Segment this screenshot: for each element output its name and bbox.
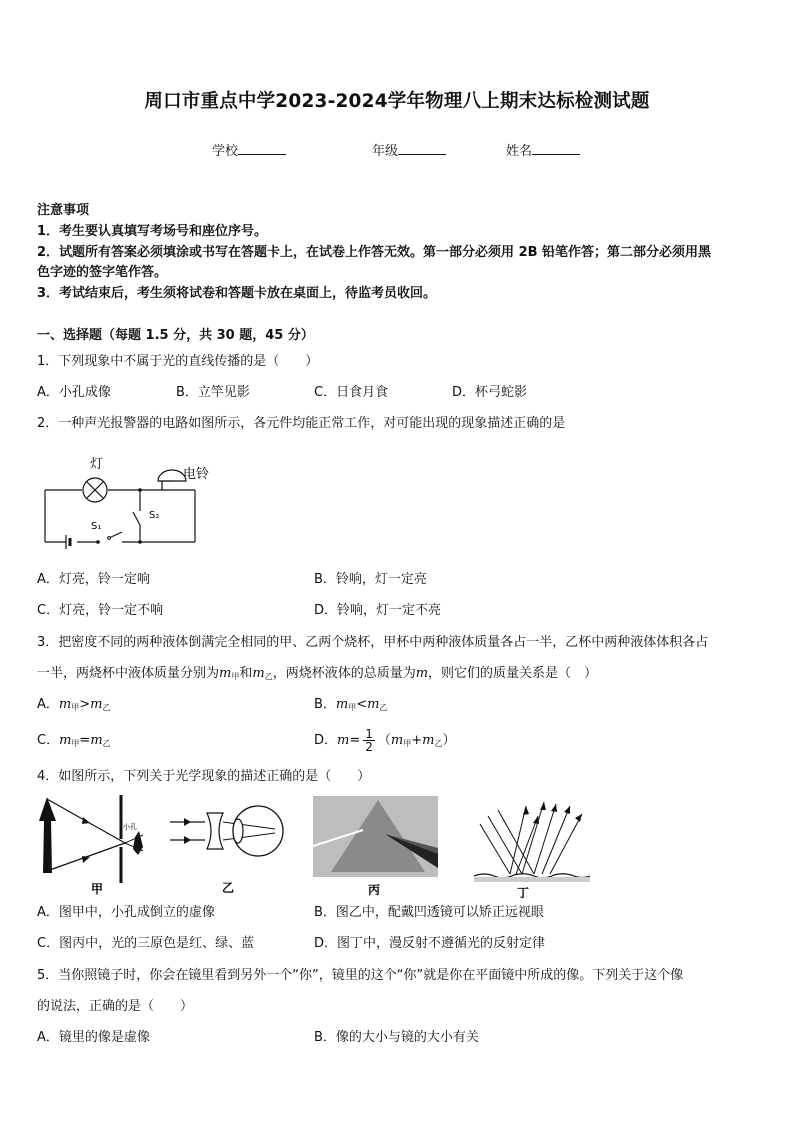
note-item: 色字迹的签字笔作答。: [37, 265, 168, 280]
school-blank[interactable]: [238, 141, 286, 155]
q3-option-a[interactable]: A．$m_甲>m_乙$: [37, 697, 111, 712]
note-item: 2．试题所有答案必须填涂或书写在答题卡上，在试卷上作答无效。第一部分必须用 2B 铅笔作答；第二部分必须用黑: [37, 245, 712, 260]
figure-bing-prism: [313, 796, 438, 896]
caption-bing: 丙: [368, 883, 381, 896]
q5-stem-line2: 的说法，正确的是（ ）: [37, 999, 194, 1014]
q2-option-d[interactable]: D．铃响，灯一定不亮: [314, 603, 442, 618]
figure-yi-eye: [165, 805, 290, 895]
q4-option-b[interactable]: B．图乙中，配戴凹透镜可以矫正远视眼: [314, 905, 544, 920]
fraction-half: $\frac{1}{2}$: [365, 727, 373, 754]
lamp-icon: [83, 478, 107, 502]
q2-option-c[interactable]: C．灯亮，铃一定不响: [37, 603, 164, 618]
caption-ding: 丁: [517, 886, 530, 900]
q1-option-d[interactable]: D．杯弓蛇影: [452, 385, 528, 400]
junction-dot: [138, 488, 142, 492]
q3-option-c[interactable]: C．$m_甲=m_乙$: [37, 733, 111, 748]
lamp-label: 灯: [90, 457, 104, 472]
q3-option-b[interactable]: B．$m_甲<m_乙$: [314, 697, 388, 712]
caption-jia: 甲: [91, 882, 104, 895]
name-blank[interactable]: [532, 141, 580, 155]
s1-label: S₁: [91, 521, 102, 532]
q2-option-b[interactable]: B．铃响，灯一定亮: [314, 572, 427, 587]
switch-contact: [108, 537, 111, 540]
q2-stem: 2．一种声光报警器的电路如图所示，各元件均能正常工作，对可能出现的现象描述正确的是: [37, 416, 566, 431]
q5-option-a[interactable]: A．镜里的像是虚像: [37, 1030, 150, 1045]
q2-option-a[interactable]: A．灯亮，铃一定响: [37, 572, 150, 587]
figure-jia-pinhole: [35, 795, 150, 895]
q4-option-a[interactable]: A．图甲中，小孔成倒立的虚像: [37, 905, 215, 920]
note-item: 3．考试结束后，考生须将试卷和答题卡放在桌面上，待监考员收回。: [37, 286, 437, 301]
pinhole-label: 小孔: [123, 823, 137, 831]
grade-label: 年级: [372, 144, 399, 159]
q1-option-c[interactable]: C．日食月食: [314, 385, 389, 400]
figure-ding-diffuse: [472, 796, 592, 900]
school-field: [212, 140, 286, 159]
bell-icon: [158, 470, 186, 481]
q3-option-d[interactable]: D．m= $\frac{1}{2}$ $(m_甲+m_乙)$: [314, 727, 456, 754]
junction-dot: [138, 540, 142, 544]
caption-yi: 乙: [222, 881, 235, 895]
bell-label: 电铃: [183, 467, 210, 482]
q4-option-d[interactable]: D．图丁中，漫反射不遵循光的反射定律: [314, 936, 546, 951]
q1-option-a[interactable]: A．小孔成像: [37, 385, 111, 400]
grade-field: [372, 140, 446, 159]
note-item: 1．考生要认真填写考场号和座位序号。: [37, 224, 268, 239]
notes-heading: 注意事项: [37, 203, 90, 218]
grade-blank[interactable]: [398, 141, 446, 155]
section-heading: 一、选择题（每题 1.5 分，共 30 题，45 分）: [37, 328, 314, 343]
exam-title: 周口市重点中学2023-2024学年物理八上期末达标检测试题: [144, 91, 650, 112]
switch-contact: [96, 540, 100, 544]
q1-stem: 1．下列现象中不属于光的直线传播的是（ ）: [37, 354, 319, 369]
q5-stem-line1: 5．当你照镜子时，你会在镜里看到另外一个“你”，镜里的这个“你”就是你在平面镜中所成的像。下列关于这个像: [37, 968, 684, 983]
q5-option-b[interactable]: B．像的大小与镜的大小有关: [314, 1030, 479, 1045]
q3-stem-line2: 一半，两烧杯中液体质量分别为$m_甲$和$m_乙$，两烧杯液体的总质量为m，则它们的质量关系是（ ）: [37, 666, 598, 681]
battery-icon: [66, 535, 70, 549]
name-label: 姓名: [506, 144, 533, 159]
s2-label: S₂: [149, 510, 160, 521]
name-field: [506, 140, 580, 159]
circuit-diagram: [40, 452, 215, 552]
school-label: 学校: [212, 144, 239, 159]
q1-option-b[interactable]: B．立竿见影: [176, 385, 250, 400]
q4-option-c[interactable]: C．图丙中，光的三原色是红、绿、蓝: [37, 936, 255, 951]
q3-stem-line1: 3．把密度不同的两种液体倒满完全相同的甲、乙两个烧杯，甲杯中两种液体质量各占一半，乙杯中两种液体体积各占: [37, 635, 709, 650]
q4-stem: 4．如图所示，下列关于光学现象的描述正确的是（ ）: [37, 769, 371, 784]
